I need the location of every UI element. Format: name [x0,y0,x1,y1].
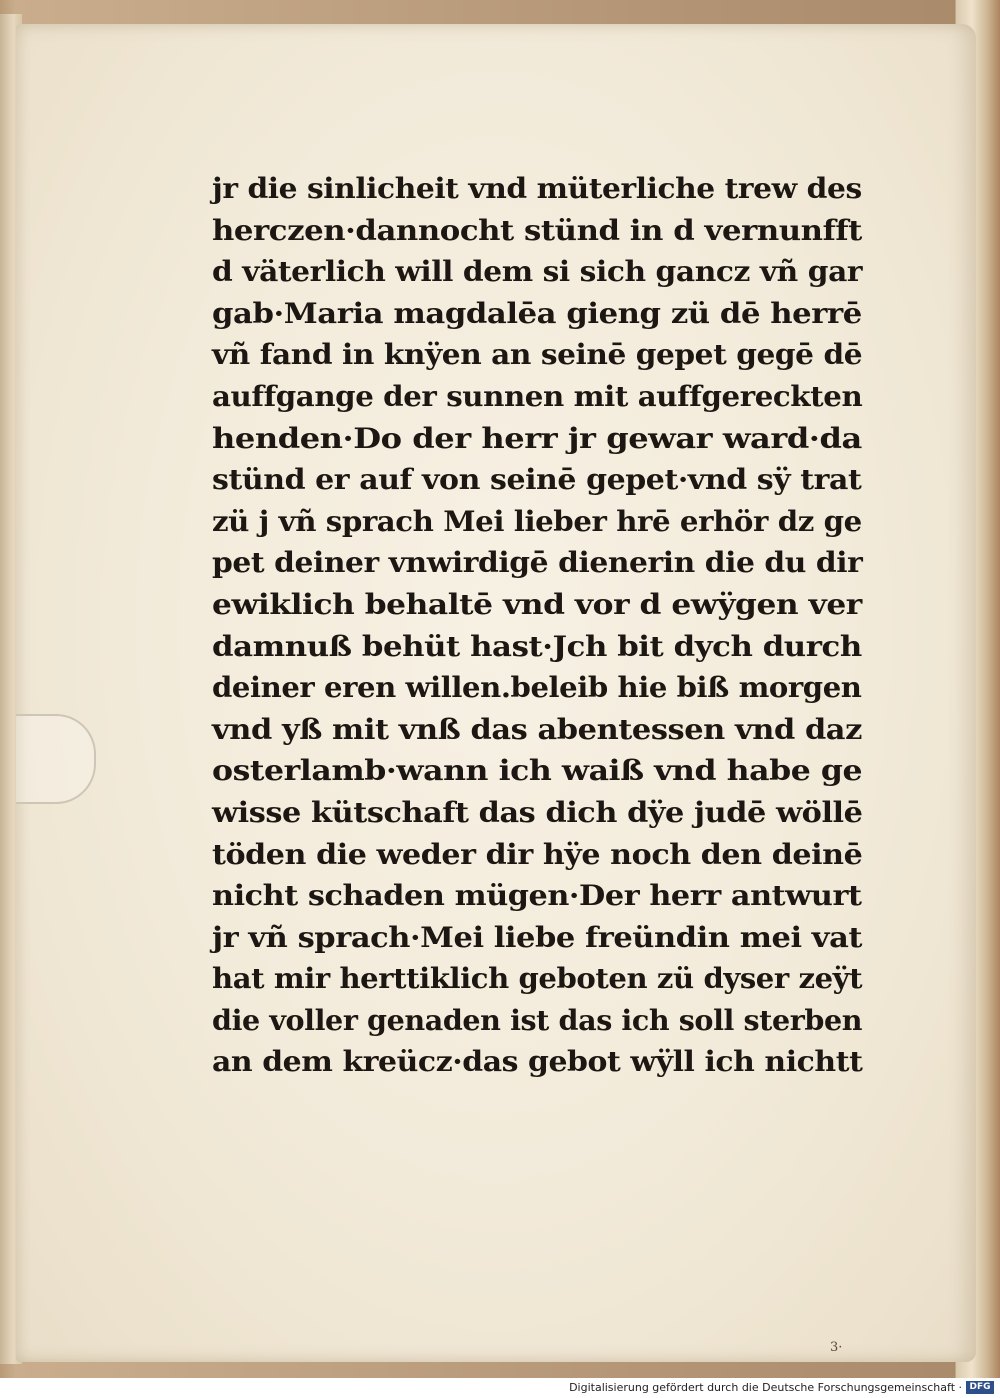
text-block [212,168,862,1083]
text-line: an dem kreücz·das gebot wÿll ich nichtt [212,1045,863,1079]
footer-bar [0,1378,1000,1398]
text-line: henden·Do der herr jr gewar ward·da [212,421,862,455]
text-line: deiner eren willen.beleib hie biß morgen [212,671,862,705]
text-line: vnd yß mit vnß das abentessen vnd daz [212,712,862,746]
text-line: pet deiner vnwirdigē dienerin die du dir [212,546,863,580]
text-line: die voller genaden ist das ich soll sterben [212,1003,863,1037]
text-line: osterlamb·wann ich waiß vnd habe ge [212,754,863,788]
text-line: d väterlich will dem si sich gancz vñ gar [212,255,863,289]
text-line: gab·Maria magdalēa gieng zü dē herrē [212,296,862,330]
text-line: ewiklich behaltē vnd vor d ewÿgen ver [212,587,862,621]
text-line: zü j vñ sprach Mei lieber hrē erhör dz ge [212,504,862,538]
page-fold-mark [16,714,96,804]
text-line: nicht schaden mügen·Der herr antwurt [212,879,862,913]
text-line: jr die sinlicheit vnd müterliche trew des [212,172,862,205]
text-line: töden die weder dir hÿe noch den deinē [212,837,863,871]
text-line: herczen·dannocht stünd in d vernunfft [212,213,862,247]
text-line: jr vñ sprach·Mei liebe freündin mei vat [212,920,863,954]
text-line: auffgange der sunnen mit auffgereckten [212,379,863,413]
dfg-logo: DFG [966,1381,994,1394]
folio-number: 3· [830,1340,843,1355]
text-line: stünd er auf von seinē gepet·vnd sÿ trat [212,463,862,497]
text-line: wisse kütschaft das dich dÿe judē wöllē [212,795,863,829]
text-line: vñ fand in knÿen an seinē gepet gegē dē [212,338,863,372]
footer-credit: Digitalisierung gefördert durch die Deutsche Forschungsgemeinschaft · [569,1381,962,1394]
text-line: damnuß behüt hast·Jch bit dych durch [212,629,862,663]
text-line: hat mir herttiklich geboten zü dyser zeÿt [212,962,863,996]
